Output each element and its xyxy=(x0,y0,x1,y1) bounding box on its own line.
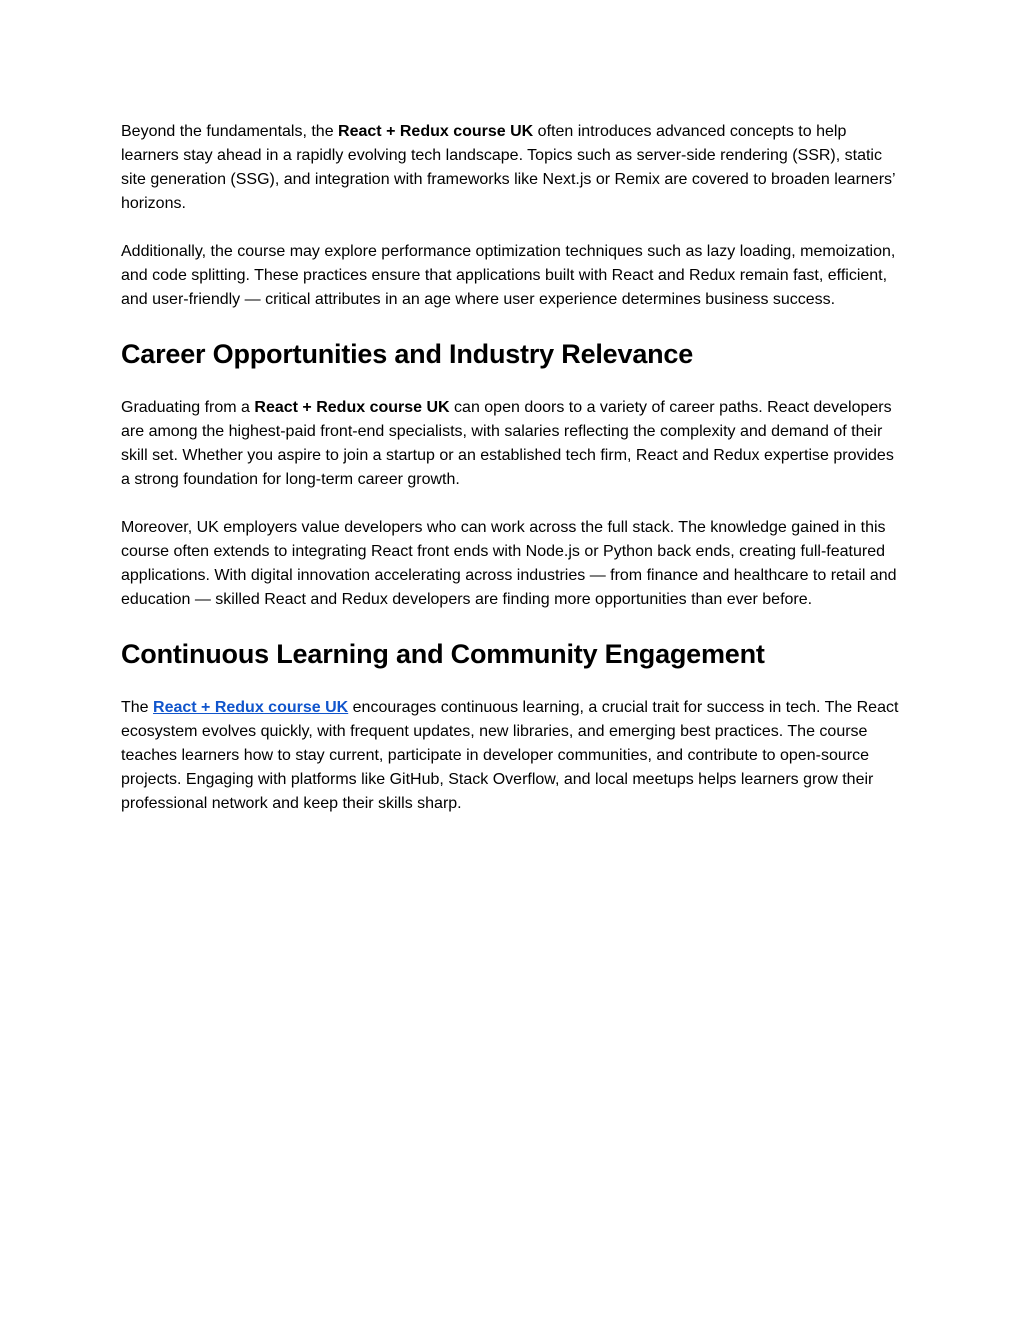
text-run: The xyxy=(121,699,154,716)
text-run: Beyond the fundamentals, the xyxy=(121,123,339,140)
text-run: encourages continuous learning, a crucial trait for success in tech. The React ecosystem evolves quickly, with frequent updates, new libraries, and emerging best practices. The course teaches learners how to stay current, participate in developer communities, and contribute to open-source projects. Engaging with platforms like GitHub, Stack Overflow, and local meetups helps learners grow their professional network and keep their skills sharp. xyxy=(121,699,899,812)
section-heading xyxy=(121,636,903,672)
paragraph xyxy=(121,516,903,612)
text-run: often introduces advanced concepts to help learners stay ahead in a rapidly evolving tech landscape. Topics such as server-side rendering (SSR), static site generation (SSG), and integration with frameworks like Next.js or Remix are covered to broaden learners’ horizons. xyxy=(121,123,895,212)
text-run: Moreover, UK employers value developers who can work across the full stack. The knowledge gained in this course often extends to integrating React front ends with Node.js or Python back ends, creating full-featured applications. With digital innovation accelerating across industries — from finance and healthcare to retail and education — skilled React and Redux developers are finding more opportunities than ever before. xyxy=(121,519,897,608)
text-run: Graduating from a xyxy=(121,399,255,416)
paragraph xyxy=(121,396,903,492)
bold-text-run: React + Redux course UK xyxy=(254,399,450,416)
text-run: Continuous Learning and Community Engagement xyxy=(121,639,765,669)
text-run: Career Opportunities and Industry Relevance xyxy=(121,339,694,369)
section-heading xyxy=(121,336,903,372)
paragraph xyxy=(121,120,903,216)
bold-text-run: React + Redux course UK xyxy=(338,123,534,140)
paragraph xyxy=(121,696,903,816)
paragraph xyxy=(121,240,903,312)
course-link[interactable]: React + Redux course UK xyxy=(153,699,349,716)
text-run: Additionally, the course may explore performance optimization techniques such as lazy loading, memoization, and code splitting. These practices ensure that applications built with React and Redux remain fast, efficient, and user-friendly — critical attributes in an age where user experience determines business success. xyxy=(121,243,896,308)
text-run: can open doors to a variety of career paths. React developers are among the highest-paid front-end specialists, with salaries reflecting the complexity and demand of their skill set. Whether you aspire to join a startup or an established tech firm, React and Redux expertise provides a strong foundation for long-term career growth. xyxy=(121,399,894,488)
